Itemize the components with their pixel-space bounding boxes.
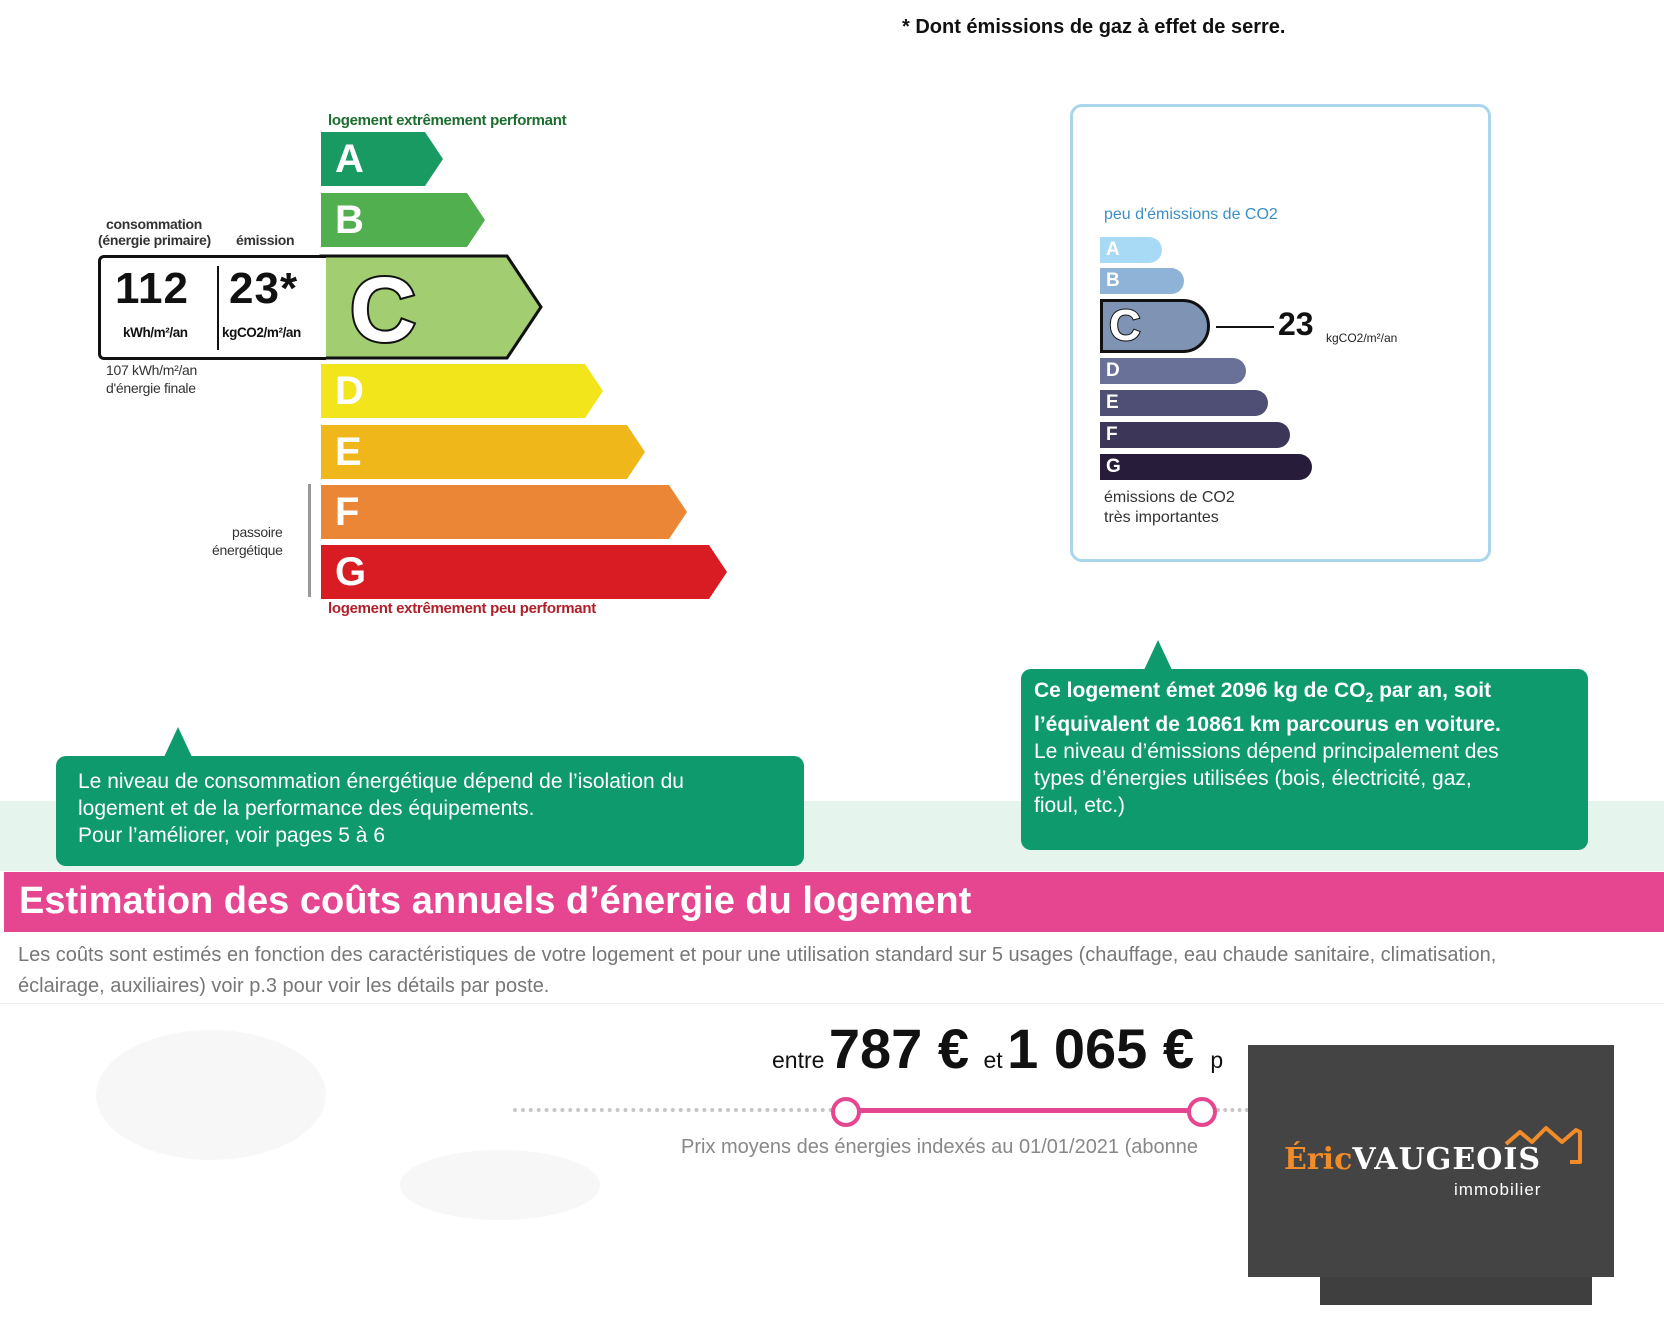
- final-energy-line1: 107 kWh/m²/an: [106, 362, 198, 378]
- ges-class-letter-g: G: [1106, 456, 1121, 477]
- cost-min: 787 €: [828, 1017, 970, 1080]
- logo-last-name: VAUGEOIS: [1352, 1142, 1542, 1177]
- range-max-marker: [1187, 1097, 1217, 1127]
- emission-header: émission: [236, 232, 295, 248]
- energy-class-letter-b: B: [335, 198, 364, 242]
- ges-bottom-line1: émissions de CO2: [1104, 489, 1235, 506]
- logo-subtitle: immobilier: [1454, 1180, 1542, 1199]
- ges-bottom-line2: très importantes: [1104, 509, 1219, 526]
- info-right-co2-sub: 2: [1365, 689, 1374, 706]
- ges-class-letter-e: E: [1106, 392, 1119, 413]
- info-bubble-consumption: [56, 756, 804, 866]
- cost-title: Estimation des coûts annuels d’énergie du logement: [19, 880, 972, 922]
- ges-unit: kgCO2/m²/an: [1326, 331, 1398, 345]
- ghg-footnote: * Dont émissions de gaz à effet de serre.: [902, 16, 1286, 38]
- info-right-line2: l’équivalent de 10861 km parcourus en voiture.: [1034, 713, 1501, 737]
- energy-top-label: logement extrêmement performant: [328, 112, 567, 129]
- price-note: Prix moyens des énergies indexés au 01/01/2021 (abonne: [681, 1136, 1199, 1158]
- cost-between-word: entre: [772, 1047, 825, 1073]
- consumption-value: 112: [115, 264, 189, 313]
- emission-value: 23*: [229, 264, 299, 313]
- final-energy-line2: d'énergie finale: [106, 380, 196, 396]
- info-bubble-emissions: [1021, 669, 1588, 850]
- info-left-line3: Pour l’améliorer, voir pages 5 à 6: [78, 824, 385, 847]
- info-left-line2: logement et de la performance des équipements.: [78, 797, 535, 820]
- ges-class-letter-f: F: [1106, 424, 1118, 445]
- ges-pointer-line: [1216, 326, 1274, 328]
- info-right-line1: [1034, 677, 1575, 711]
- cost-header: [4, 872, 1664, 932]
- ges-value: 23: [1278, 306, 1314, 342]
- info-right-line5: fioul, etc.): [1034, 794, 1126, 818]
- cost-range-line: [845, 1108, 1203, 1113]
- values-divider: [217, 266, 219, 350]
- logo-wordmark: [1284, 1142, 1541, 1177]
- consumption-header: consommation: [106, 216, 202, 232]
- passoire-rule: [308, 484, 311, 597]
- cost-and-word: et: [983, 1047, 1003, 1073]
- energy-class-letter-e: E: [335, 430, 362, 474]
- emission-unit: kgCO2/m²/an: [222, 325, 301, 340]
- ges-class-f: [1100, 422, 1290, 448]
- bubble-left-tip: [164, 727, 192, 757]
- info-right-line1b: par an, soit: [1373, 679, 1492, 702]
- energy-class-letter-d: D: [335, 369, 364, 413]
- ges-top-label: peu d'émissions de CO2: [1104, 206, 1278, 223]
- consumption-unit: kWh/m²/an: [123, 325, 188, 340]
- ges-current-letter: C: [1109, 301, 1141, 350]
- range-min-marker: [831, 1097, 861, 1127]
- cost-trailing: p: [1210, 1047, 1224, 1073]
- energy-current-class: C: [349, 259, 417, 361]
- ges-class-letter-b: B: [1106, 270, 1120, 291]
- faded-illustration: [96, 1030, 326, 1160]
- ges-class-letter-a: A: [1106, 239, 1120, 260]
- ges-class-g: [1100, 454, 1312, 480]
- passoire-line1: passoire: [232, 524, 283, 540]
- ges-current-class: [1100, 299, 1210, 353]
- ges-class-letter-d: D: [1106, 360, 1120, 381]
- energy-class-letter-g: G: [335, 550, 367, 594]
- cost-description: [18, 940, 1658, 1002]
- info-right-line1a: Ce logement émet 2096 kg de CO: [1034, 679, 1366, 702]
- energy-values-box: [98, 255, 326, 360]
- cost-divider: [0, 1003, 1664, 1004]
- ges-class-d: [1100, 358, 1246, 384]
- cost-max: 1 065 €: [1007, 1017, 1194, 1080]
- passoire-line2: énergétique: [212, 542, 283, 558]
- logo-first-name: Éric: [1284, 1142, 1353, 1177]
- energy-class-letter-f: F: [335, 490, 360, 534]
- faded-illustration-2: [400, 1150, 600, 1220]
- energy-class-letter-a: A: [335, 137, 364, 181]
- info-right-line4: types d’énergies utilisées (bois, électricité, gaz,: [1034, 767, 1472, 791]
- cost-desc-line1: Les coûts sont estimés en fonction des caractéristiques de votre logement et pour une utilisation standard sur 5 usages (chauffage, eau chaude sanitaire, climatisation,: [18, 944, 1497, 966]
- ges-class-b: [1100, 268, 1184, 294]
- ges-class-a: [1100, 237, 1162, 263]
- bubble-right-tip: [1144, 640, 1172, 670]
- ges-class-e: [1100, 390, 1268, 416]
- info-left-line1: Le niveau de consommation énergétique dépend de l’isolation du: [78, 770, 684, 793]
- energy-bottom-label: logement extrêmement peu performant: [328, 600, 596, 617]
- cost-desc-line2: éclairage, auxiliaires) voir p.3 pour voir les détails par poste.: [18, 975, 550, 997]
- ges-bottom-label: [1104, 488, 1235, 528]
- info-right-line3: Le niveau d’émissions dépend principalement des: [1034, 740, 1499, 764]
- cost-range: [772, 1016, 1223, 1081]
- consumption-subheader: (énergie primaire): [98, 232, 211, 248]
- range-dots-left: [513, 1108, 833, 1112]
